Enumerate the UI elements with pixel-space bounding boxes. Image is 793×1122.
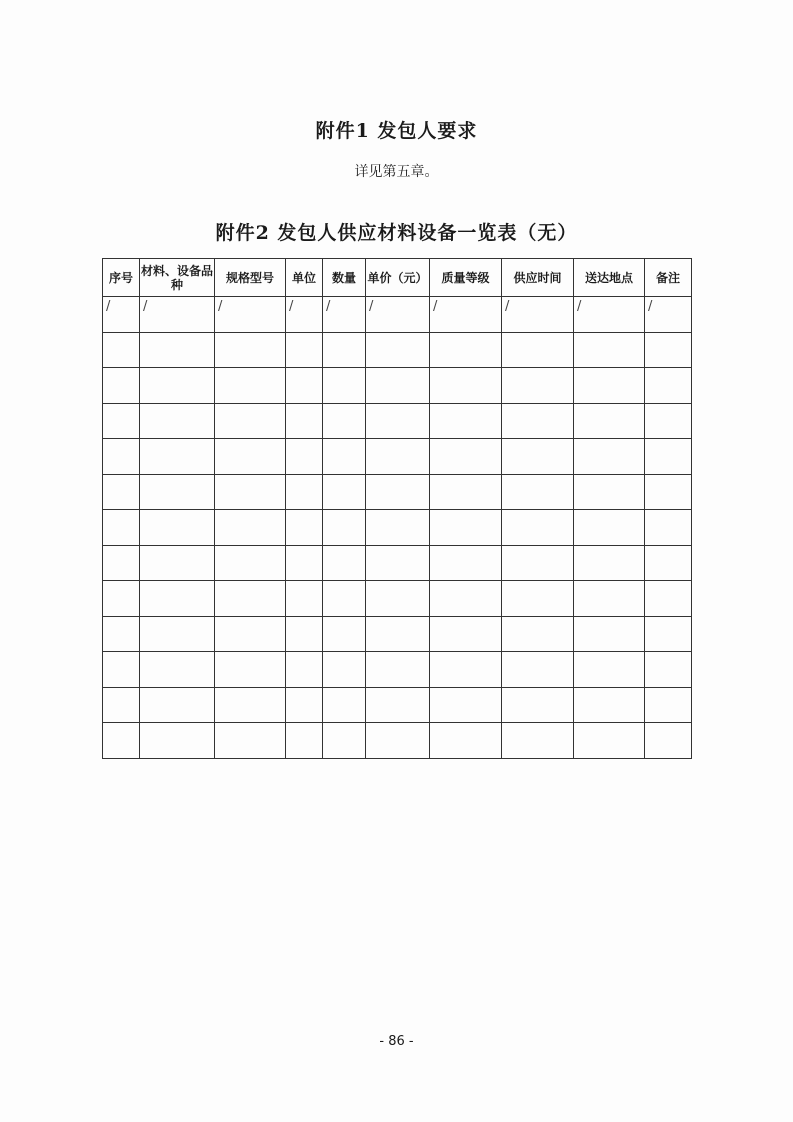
table-cell (215, 474, 286, 510)
page-number: - 86 - (379, 1034, 414, 1049)
table-cell (574, 652, 645, 688)
table-cell (502, 403, 574, 439)
table-cell (215, 581, 286, 617)
table-cell (215, 723, 286, 759)
table-cell (366, 439, 430, 475)
table-cell (215, 687, 286, 723)
table-cell (103, 510, 140, 546)
table-cell (103, 368, 140, 404)
table-cell (323, 439, 366, 475)
table-cell (366, 474, 430, 510)
table-cell (574, 545, 645, 581)
attachment1-note: 详见第五章。 (354, 164, 439, 180)
table-cell (140, 474, 215, 510)
table-cell (323, 368, 366, 404)
table-cell (574, 474, 645, 510)
table-cell (286, 652, 323, 688)
table-cell (103, 332, 140, 368)
table-row (103, 545, 692, 581)
table-cell: / (323, 297, 366, 333)
table-cell (140, 545, 215, 581)
table-cell (645, 581, 692, 617)
table-row (103, 368, 692, 404)
table-cell (366, 616, 430, 652)
table-cell (366, 581, 430, 617)
table-row (103, 652, 692, 688)
table-cell (574, 687, 645, 723)
table-cell (140, 652, 215, 688)
table-cell (286, 510, 323, 546)
table-cell (286, 545, 323, 581)
table-cell (574, 368, 645, 404)
table-cell (645, 368, 692, 404)
table-header-row (103, 259, 692, 297)
table-cell: / (502, 297, 574, 333)
table-cell (286, 723, 323, 759)
table-cell (502, 332, 574, 368)
table-row (103, 616, 692, 652)
table-cell (286, 687, 323, 723)
table-cell (323, 581, 366, 617)
table-cell: / (366, 297, 430, 333)
table-cell (286, 616, 323, 652)
header-cell: 数量 (323, 259, 366, 297)
table-cell (430, 616, 502, 652)
table-cell: / (430, 297, 502, 333)
table-cell (430, 510, 502, 546)
table-cell (430, 474, 502, 510)
table-row (103, 403, 692, 439)
table-cell (366, 723, 430, 759)
table-cell (645, 474, 692, 510)
table-cell (645, 652, 692, 688)
table-cell (323, 652, 366, 688)
table-cell (140, 439, 215, 475)
table-cell (574, 510, 645, 546)
table-cell (323, 545, 366, 581)
table-cell (286, 439, 323, 475)
table-cell (502, 687, 574, 723)
table-row (103, 687, 692, 723)
table-cell (323, 510, 366, 546)
header-cell: 序号 (103, 259, 140, 297)
table-row (103, 510, 692, 546)
header-cell: 备注 (645, 259, 692, 297)
table-cell (286, 581, 323, 617)
table-cell (366, 687, 430, 723)
table-cell (140, 403, 215, 439)
table-cell (215, 545, 286, 581)
table-cell (574, 616, 645, 652)
table-cell (215, 510, 286, 546)
attachment1-heading: 附件1 发包人要求 (315, 120, 478, 142)
table-cell: / (574, 297, 645, 333)
table-cell (215, 332, 286, 368)
table-cell (366, 368, 430, 404)
table-cell (430, 368, 502, 404)
table-cell (103, 403, 140, 439)
table-cell: / (645, 297, 692, 333)
attachment2-heading: 附件2 发包人供应材料设备一览表（无） (215, 222, 578, 244)
table-cell (286, 332, 323, 368)
table-cell (103, 616, 140, 652)
table-row (103, 332, 692, 368)
table-cell (140, 332, 215, 368)
header-cell: 供应时间 (502, 259, 574, 297)
table-row (103, 581, 692, 617)
table-cell: / (215, 297, 286, 333)
table-cell (140, 510, 215, 546)
table-cell (645, 403, 692, 439)
table-cell: / (140, 297, 215, 333)
table-cell (574, 581, 645, 617)
table-cell (574, 723, 645, 759)
table-cell (215, 439, 286, 475)
table-cell (323, 616, 366, 652)
table-cell (140, 687, 215, 723)
table-cell (430, 581, 502, 617)
table-cell (645, 687, 692, 723)
table-cell (103, 581, 140, 617)
table-cell: / (286, 297, 323, 333)
table-cell (366, 510, 430, 546)
table-cell (574, 332, 645, 368)
table-cell (366, 545, 430, 581)
table-cell (645, 439, 692, 475)
header-cell: 送达地点 (574, 259, 645, 297)
table-cell (645, 332, 692, 368)
table-cell (430, 403, 502, 439)
table-cell (502, 368, 574, 404)
table-cell (323, 403, 366, 439)
table-cell (103, 474, 140, 510)
table-cell (323, 723, 366, 759)
header-cell: 材料、设备品种 (140, 259, 215, 297)
table-cell (366, 403, 430, 439)
table-cell (645, 723, 692, 759)
table-cell (574, 439, 645, 475)
table-cell (645, 616, 692, 652)
table-cell (140, 581, 215, 617)
header-cell: 单价（元） (366, 259, 430, 297)
table-cell (140, 723, 215, 759)
table-cell (323, 687, 366, 723)
table-cell (502, 510, 574, 546)
table-cell (502, 616, 574, 652)
table-cell (502, 474, 574, 510)
table-cell (286, 403, 323, 439)
table-cell (502, 581, 574, 617)
header-cell: 单位 (286, 259, 323, 297)
table-cell (430, 332, 502, 368)
table-cell (215, 368, 286, 404)
table-cell (574, 403, 645, 439)
supply-materials-table (102, 258, 692, 759)
table-cell (103, 687, 140, 723)
table-cell (215, 652, 286, 688)
table-cell (645, 510, 692, 546)
table-row (103, 474, 692, 510)
table-cell (366, 332, 430, 368)
table-cell (430, 545, 502, 581)
table-cell (286, 474, 323, 510)
header-cell: 规格型号 (215, 259, 286, 297)
table-cell (430, 687, 502, 723)
header-cell: 质量等级 (430, 259, 502, 297)
table-cell (215, 403, 286, 439)
table-cell (215, 616, 286, 652)
table-cell (430, 652, 502, 688)
table-cell (502, 652, 574, 688)
table-cell (103, 545, 140, 581)
table-cell (103, 723, 140, 759)
table-cell (140, 616, 215, 652)
table-cell (430, 723, 502, 759)
table-row (103, 723, 692, 759)
table-row (103, 439, 692, 475)
table-cell (103, 439, 140, 475)
table-cell (323, 332, 366, 368)
table-cell (323, 474, 366, 510)
table-cell (645, 545, 692, 581)
table-cell: / (103, 297, 140, 333)
table-cell (103, 652, 140, 688)
table-cell (502, 545, 574, 581)
table-row (103, 297, 692, 333)
table-cell (502, 723, 574, 759)
table-cell (140, 368, 215, 404)
table-cell (430, 439, 502, 475)
table-cell (366, 652, 430, 688)
table-cell (286, 368, 323, 404)
table-cell (502, 439, 574, 475)
